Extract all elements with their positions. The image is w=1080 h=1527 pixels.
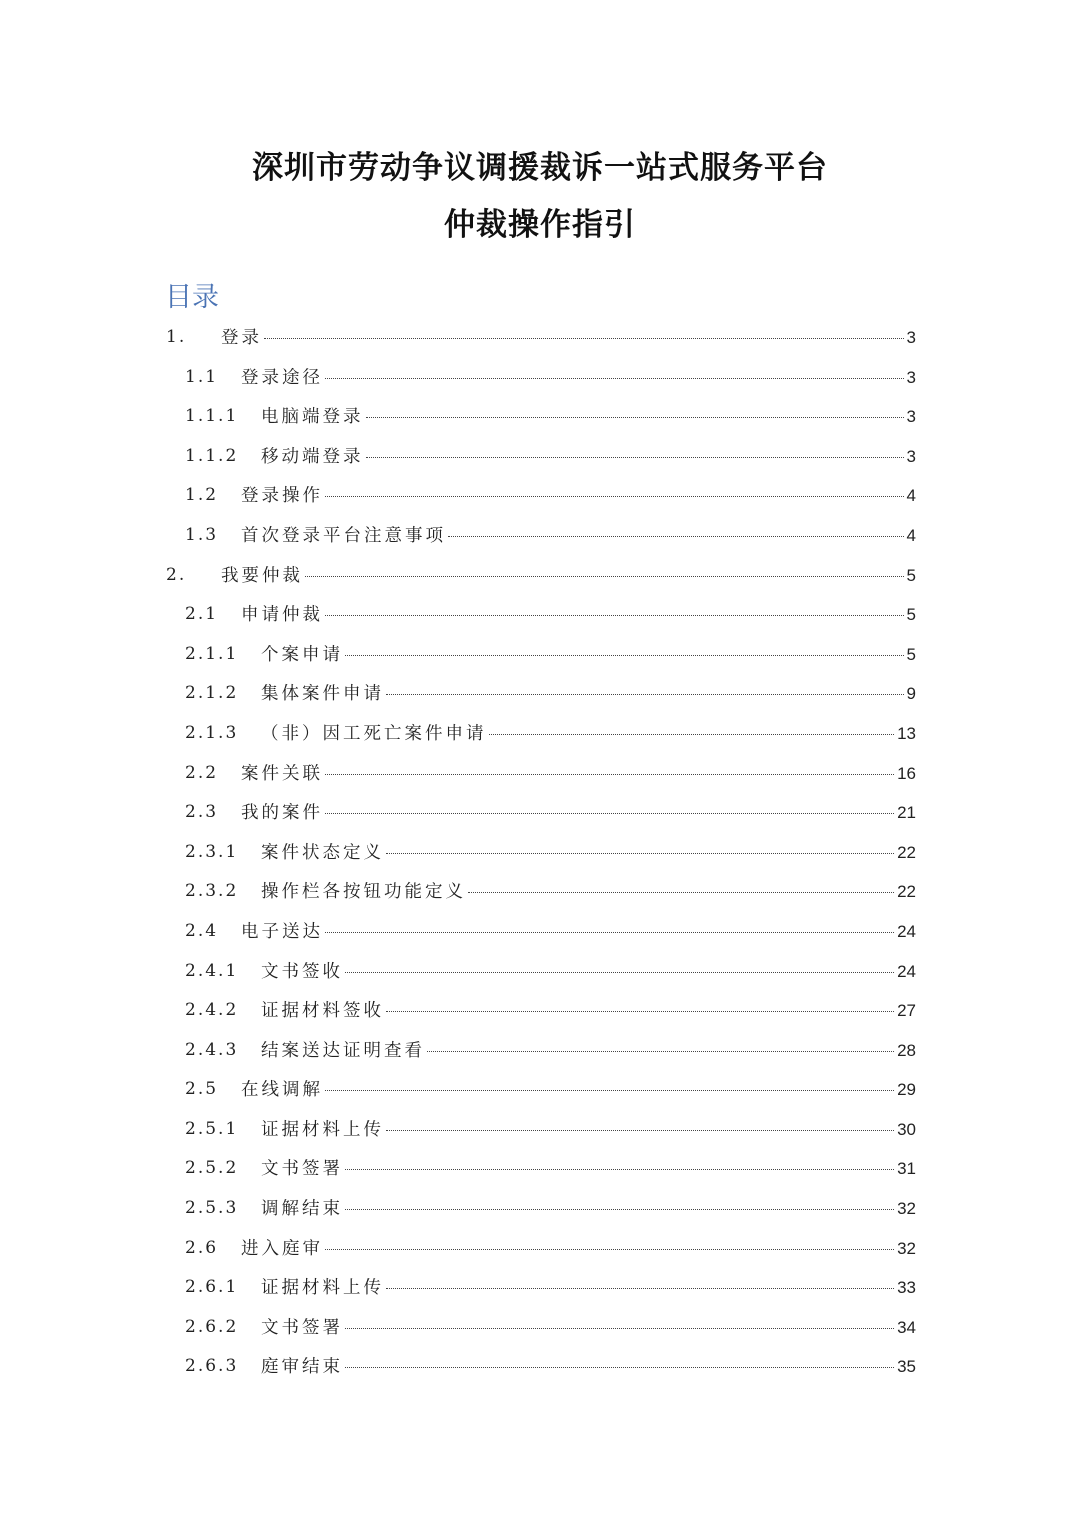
toc-entry-label: （非）因工死亡案件申请 (261, 723, 487, 744)
toc-dot-leader (345, 1159, 894, 1170)
toc-dot-leader (325, 922, 894, 933)
toc-entry-body (261, 833, 916, 874)
toc-entry-label: 在线调解 (241, 1080, 323, 1101)
toc-entry-body (241, 793, 916, 834)
toc-entry-body (261, 1308, 916, 1349)
toc-entry-body (261, 1268, 916, 1309)
toc-dot-leader (325, 803, 894, 814)
toc-entry-number: 1.2 (185, 485, 219, 506)
toc-entry[interactable] (0, 1189, 1080, 1229)
toc-dot-leader (345, 645, 904, 656)
toc-entry[interactable] (0, 991, 1080, 1031)
toc-entry-label: 进入庭审 (241, 1238, 323, 1259)
toc-entry-page-number: 3 (906, 407, 916, 427)
toc-entry[interactable] (0, 1149, 1080, 1189)
toc-dot-leader (345, 1199, 894, 1210)
toc-entry[interactable] (0, 318, 1080, 358)
toc-entry-body (261, 714, 916, 755)
toc-heading: 目录 (165, 282, 219, 313)
toc-entry-label: 首次登录平台注意事项 (241, 525, 446, 546)
toc-entry[interactable] (0, 1347, 1080, 1387)
toc-entry-page-number: 4 (906, 525, 916, 545)
toc-entry-page-number: 29 (897, 1080, 916, 1100)
toc-entry[interactable] (0, 476, 1080, 516)
toc-entry-page-number: 21 (897, 803, 916, 823)
toc-entry-number: 2.6 (185, 1237, 219, 1258)
toc-entry-number: 2.6.2 (185, 1316, 239, 1337)
toc-dot-leader (386, 684, 904, 695)
toc-entry-number: 2.1 (185, 604, 219, 625)
toc-entry[interactable] (0, 516, 1080, 556)
toc-entry-body (241, 912, 916, 953)
toc-entry-number: 2.5.3 (185, 1198, 239, 1219)
toc-entry[interactable] (0, 1031, 1080, 1071)
toc-entry[interactable] (0, 912, 1080, 952)
toc-entry-body (261, 952, 916, 993)
toc-entry[interactable] (0, 358, 1080, 398)
toc-dot-leader (325, 1080, 894, 1091)
toc-entry-page-number: 3 (906, 328, 916, 347)
toc-entry-page-number: 24 (897, 961, 916, 981)
toc-entry-number: 2.5 (185, 1079, 219, 1100)
toc-dot-leader (386, 1278, 894, 1289)
toc-entry-label: 申请仲裁 (241, 605, 323, 626)
toc-dot-leader (345, 1357, 894, 1368)
toc-entry-number: 1.1.1 (185, 406, 239, 427)
toc-entry-page-number: 24 (897, 921, 916, 941)
toc-dot-leader (427, 1041, 894, 1052)
toc-entry-body (261, 437, 916, 478)
toc-entry-page-number: 28 (897, 1040, 916, 1060)
toc-entry-page-number: 9 (906, 684, 916, 704)
toc-entry-number: 2. (166, 564, 187, 585)
toc-dot-leader (386, 1120, 894, 1131)
toc-entry-page-number: 5 (906, 565, 916, 585)
toc-entry-label: 文书签署 (261, 1159, 343, 1180)
toc-entry-label: 案件状态定义 (261, 842, 384, 863)
toc-entry-body (241, 1070, 916, 1111)
toc-entry-page-number: 32 (897, 1199, 916, 1219)
toc-entry[interactable] (0, 793, 1080, 833)
toc-dot-leader (325, 1239, 894, 1250)
toc-dot-leader (468, 882, 894, 893)
toc-entry-page-number: 33 (897, 1278, 916, 1298)
toc-entry-label: 我的案件 (241, 803, 323, 824)
toc-dot-leader (489, 724, 895, 735)
toc-entry-number: 2.1.2 (185, 683, 239, 704)
toc-entry-body (261, 991, 916, 1032)
toc-entry-page-number: 22 (897, 842, 916, 862)
toc-entry[interactable] (0, 1229, 1080, 1269)
table-of-contents (0, 318, 1080, 1387)
toc-entry-label: 调解结束 (261, 1199, 343, 1220)
toc-entry-number: 1. (166, 327, 187, 347)
toc-entry-number: 2.4.2 (185, 1000, 239, 1021)
toc-entry-body (261, 674, 916, 715)
toc-entry-label: 证据材料上传 (261, 1119, 384, 1140)
toc-entry-label: 结案送达证明查看 (261, 1040, 425, 1061)
toc-dot-leader (325, 368, 904, 379)
toc-entry-label: 案件关联 (241, 763, 323, 784)
toc-entry-page-number: 5 (906, 605, 916, 625)
toc-entry[interactable] (0, 674, 1080, 714)
toc-entry-number: 2.1.3 (185, 722, 239, 743)
toc-dot-leader (305, 566, 904, 577)
toc-dot-leader (386, 843, 894, 854)
toc-entry-label: 登录途径 (241, 367, 323, 388)
toc-entry-number: 2.3.1 (185, 841, 239, 862)
toc-entry-body (241, 595, 916, 636)
toc-entry-body (261, 1189, 916, 1230)
toc-entry[interactable] (0, 833, 1080, 873)
toc-entry-label: 操作栏各按钮功能定义 (261, 882, 466, 903)
toc-entry-body (261, 1031, 916, 1072)
toc-entry-body (241, 358, 916, 399)
toc-entry-label: 登录 (221, 328, 262, 348)
toc-entry-body (241, 476, 916, 517)
toc-entry-page-number: 3 (906, 446, 916, 466)
toc-entry-number: 2.5.2 (185, 1158, 239, 1179)
toc-entry-label: 证据材料签收 (261, 1001, 384, 1022)
toc-entry-page-number: 34 (897, 1317, 916, 1337)
toc-entry-number: 2.2 (185, 762, 219, 783)
toc-entry-number: 2.6.1 (185, 1277, 239, 1298)
toc-dot-leader (366, 447, 904, 458)
toc-entry-number: 2.5.1 (185, 1118, 239, 1139)
toc-entry-label: 文书签收 (261, 961, 343, 982)
toc-entry-page-number: 13 (897, 723, 916, 743)
toc-entry-body (261, 1347, 916, 1388)
toc-entry-body (221, 556, 916, 597)
toc-entry-page-number: 5 (906, 644, 916, 664)
toc-dot-leader (264, 328, 904, 339)
toc-entry-body (261, 1110, 916, 1151)
toc-entry-number: 2.6.3 (185, 1356, 239, 1377)
document-title: 深圳市劳动争议调援裁诉一站式服务平台 (252, 150, 828, 186)
toc-entry-number: 1.3 (185, 524, 219, 545)
toc-entry-body (221, 318, 916, 359)
toc-entry-label: 移动端登录 (261, 446, 364, 467)
toc-entry-label: 个案申请 (261, 644, 343, 665)
toc-dot-leader (386, 1001, 894, 1012)
toc-entry-label: 电子送达 (241, 921, 323, 942)
toc-entry-body (241, 754, 916, 795)
toc-entry-number: 2.4.1 (185, 960, 239, 981)
toc-entry[interactable] (0, 714, 1080, 754)
toc-entry-page-number: 22 (897, 882, 916, 902)
toc-dot-leader (448, 526, 904, 537)
toc-entry-number: 1.1.2 (185, 445, 239, 466)
toc-dot-leader (325, 764, 894, 775)
toc-entry[interactable] (0, 437, 1080, 477)
toc-entry-label: 电脑端登录 (261, 407, 364, 428)
toc-dot-leader (345, 1318, 894, 1329)
toc-entry[interactable] (0, 872, 1080, 912)
toc-entry[interactable] (0, 1308, 1080, 1348)
toc-entry-page-number: 4 (906, 486, 916, 506)
toc-entry-label: 我要仲裁 (221, 565, 303, 586)
toc-entry-number: 2.4 (185, 920, 219, 941)
toc-entry-page-number: 16 (897, 763, 916, 783)
toc-entry-label: 庭审结束 (261, 1357, 343, 1378)
toc-entry[interactable] (0, 595, 1080, 635)
toc-entry-body (261, 635, 916, 676)
toc-entry[interactable] (0, 1110, 1080, 1150)
toc-dot-leader (366, 407, 904, 418)
toc-entry-number: 2.1.1 (185, 643, 239, 664)
toc-entry-body (241, 1229, 916, 1270)
toc-entry-label: 证据材料上传 (261, 1278, 384, 1299)
toc-entry[interactable] (0, 952, 1080, 992)
document-subtitle: 仲裁操作指引 (444, 207, 636, 243)
toc-entry-page-number: 3 (906, 367, 916, 387)
toc-entry-number: 2.3.2 (185, 881, 239, 902)
toc-entry[interactable] (0, 1070, 1080, 1110)
toc-entry-number: 2.3 (185, 802, 219, 823)
toc-dot-leader (325, 486, 904, 497)
toc-entry-body (261, 872, 916, 913)
toc-dot-leader (325, 605, 904, 616)
toc-entry[interactable] (0, 1268, 1080, 1308)
toc-entry-label: 集体案件申请 (261, 684, 384, 705)
toc-entry-page-number: 32 (897, 1238, 916, 1258)
toc-entry-label: 登录操作 (241, 486, 323, 507)
toc-entry[interactable] (0, 754, 1080, 794)
toc-entry-body (261, 397, 916, 438)
toc-entry[interactable] (0, 397, 1080, 437)
toc-entry[interactable] (0, 635, 1080, 675)
toc-dot-leader (345, 962, 894, 973)
toc-entry-number: 1.1 (185, 366, 219, 387)
toc-entry-body (241, 516, 916, 557)
toc-entry-number: 2.4.3 (185, 1039, 239, 1060)
toc-entry-page-number: 30 (897, 1119, 916, 1139)
toc-entry[interactable] (0, 556, 1080, 596)
toc-entry-body (261, 1149, 916, 1190)
toc-entry-label: 文书签署 (261, 1317, 343, 1338)
toc-entry-page-number: 31 (897, 1159, 916, 1179)
toc-entry-page-number: 35 (897, 1357, 916, 1377)
toc-entry-page-number: 27 (897, 1001, 916, 1021)
